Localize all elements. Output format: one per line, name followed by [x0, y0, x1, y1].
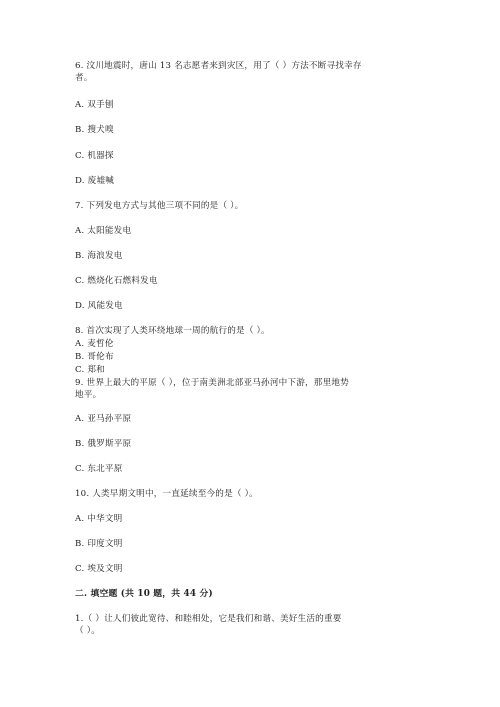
q7-option-b: B. 海浪发电 — [75, 251, 123, 261]
q6-option-b: B. 搜犬嗅 — [75, 125, 114, 135]
q7-stem: 7. 下列发电方式与其他三项不同的是（ ）。 — [75, 201, 244, 211]
fill-q1-line1: 1.（ ）让人们彼此宽待、和睦相处，它是我们和谐、美好生活的重要 — [75, 614, 342, 624]
q6-option-a: A. 双手刨 — [75, 100, 114, 110]
q6-stem: 6. 汶川地震时，唐山 13 名志愿者来到灾区，用了（ ）方法不断寻找幸存 — [75, 61, 362, 71]
q8-option-c: C. 郑和 — [75, 365, 105, 375]
q10-stem: 10. 人类早期文明中，一直延续至今的是（ ）。 — [75, 489, 258, 499]
q7-option-a: A. 太阳能发电 — [75, 226, 132, 236]
q9-stem: 9. 世界上最大的平原（ ），位于南美洲北部亚马孙河中下游，那里地势 — [75, 378, 349, 388]
q10-option-b: B. 印度文明 — [75, 539, 123, 549]
q8-option-b: B. 哥伦布 — [75, 352, 114, 362]
q8-stem: 8. 首次实现了人类环绕地球一周的航行的是（ ）。 — [75, 326, 270, 336]
q6-option-d: D. 废墟喊 — [75, 176, 115, 186]
fill-q1-line2: （ ）。 — [75, 626, 101, 636]
q6-stem-cont: 者。 — [75, 73, 93, 83]
q9-option-c: C. 东北平原 — [75, 464, 123, 474]
q7-option-d: D. 风能发电 — [75, 301, 123, 311]
q9-option-b: B. 俄罗斯平原 — [75, 439, 132, 449]
q10-option-c: C. 埃及文明 — [75, 564, 123, 574]
q8-option-a: A. 麦哲伦 — [75, 339, 114, 349]
q7-option-c: C. 燃烧化石燃料发电 — [75, 276, 158, 286]
section-2-heading: 二. 填空题 (共 10 题，共 44 分) — [75, 589, 213, 599]
q10-option-a: A. 中华文明 — [75, 514, 123, 524]
q6-option-c: C. 机器探 — [75, 151, 114, 161]
q9-option-a: A. 亚马孙平原 — [75, 414, 132, 424]
q9-stem-cont: 地平。 — [75, 390, 102, 400]
